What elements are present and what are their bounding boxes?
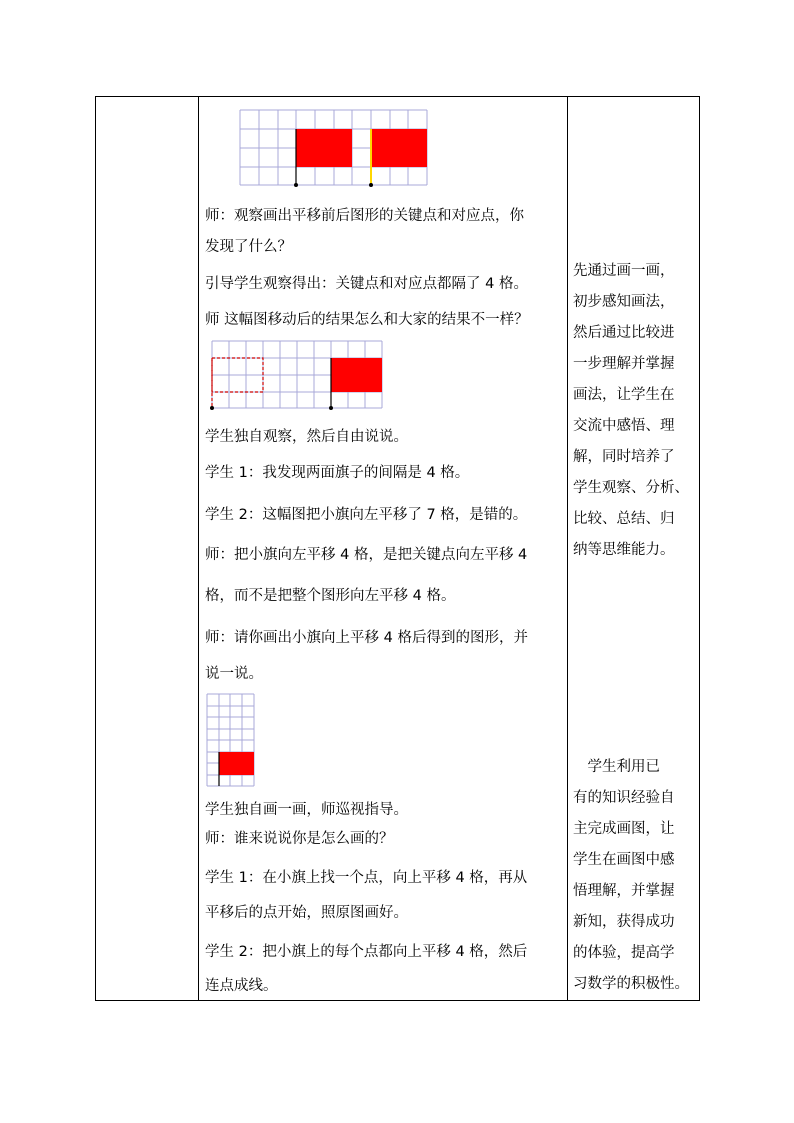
text-guide: 引导学生观察得出：关键点和对应点都隔了 4 格。	[205, 276, 528, 292]
flag-small	[331, 358, 382, 392]
text-q1b: 发现了什么？	[205, 239, 292, 255]
note1-line: 交流中感悟、理	[573, 418, 675, 434]
column-divider-right	[567, 97, 568, 1000]
design-note-2	[573, 752, 697, 1000]
text-t2a: 师：请你画出小旗向上平移 4 格后得到的图形，并	[205, 630, 528, 646]
text-who: 师：谁来说说你是怎么画的？	[205, 831, 394, 847]
text-obs: 学生独自观察，然后自由说说。	[205, 429, 408, 445]
note2-line: 学生在画图中感	[573, 852, 675, 868]
note1-line: 解，同时培养了	[573, 449, 675, 465]
note2-line: 的体验，提高学	[573, 945, 675, 961]
text-q2: 师 这幅图移动后的结果怎么和大家的结果不一样？	[205, 312, 529, 328]
figure-vertical-grid	[207, 694, 259, 789]
flag-translated	[371, 129, 427, 167]
text-q1: 师：观察画出平移前后图形的关键点和对应点，你	[205, 208, 524, 224]
design-note-1	[573, 256, 697, 566]
note1-line: 初步感知画法，	[573, 294, 675, 310]
text-draw: 学生独自画一画，师巡视指导。	[205, 802, 408, 818]
note2-line: 学生利用已	[573, 759, 660, 775]
note2-line: 新知，获得成功	[573, 914, 675, 930]
text-a2a: 学生 2：把小旗上的每个点都向上平移 4 格，然后	[205, 944, 528, 960]
text-t1b: 格，而不是把整个图形向左平移 4 格。	[205, 588, 456, 604]
note1-line: 画法，让学生在	[573, 387, 675, 403]
key-point	[294, 183, 298, 187]
text-t1a: 师：把小旗向左平移 4 格，是把关键点向左平移 4	[205, 547, 528, 563]
figure-two-flags	[240, 110, 430, 190]
text-s2: 学生 2：这幅图把小旗向左平移了 7 格，是错的。	[205, 507, 528, 523]
text-s1: 学生 1：我发现两面旗子的间隔是 4 格。	[205, 465, 470, 481]
flag-original	[296, 129, 352, 167]
flag-to-move-up	[219, 752, 254, 775]
text-a2b: 连点成线。	[205, 978, 278, 994]
note1-line: 比较、总结、归	[573, 511, 675, 527]
note2-line: 主完成画图，让	[573, 821, 675, 837]
column-divider-left	[198, 97, 199, 1000]
note1-line: 纳等思维能力。	[573, 542, 675, 558]
text-t2b: 说一说。	[205, 666, 263, 682]
text-a1a: 学生 1：在小旗上找一个点，向上平移 4 格，再从	[205, 870, 528, 886]
corresponding-point	[369, 183, 373, 187]
note1-line: 先通过画一画，	[573, 263, 675, 279]
note1-line: 然后通过比较进	[573, 325, 675, 341]
note1-line: 一步理解并掌握	[573, 356, 675, 372]
note1-line: 学生观察、分析、	[573, 480, 689, 496]
text-a1b: 平移后的点开始，照原图画好。	[205, 905, 408, 921]
note2-line: 习数学的积极性。	[573, 976, 689, 992]
figure-wrong-translation	[212, 341, 387, 411]
note2-line: 悟理解，并掌握	[573, 883, 675, 899]
note2-line: 有的知识经验自	[573, 790, 675, 806]
